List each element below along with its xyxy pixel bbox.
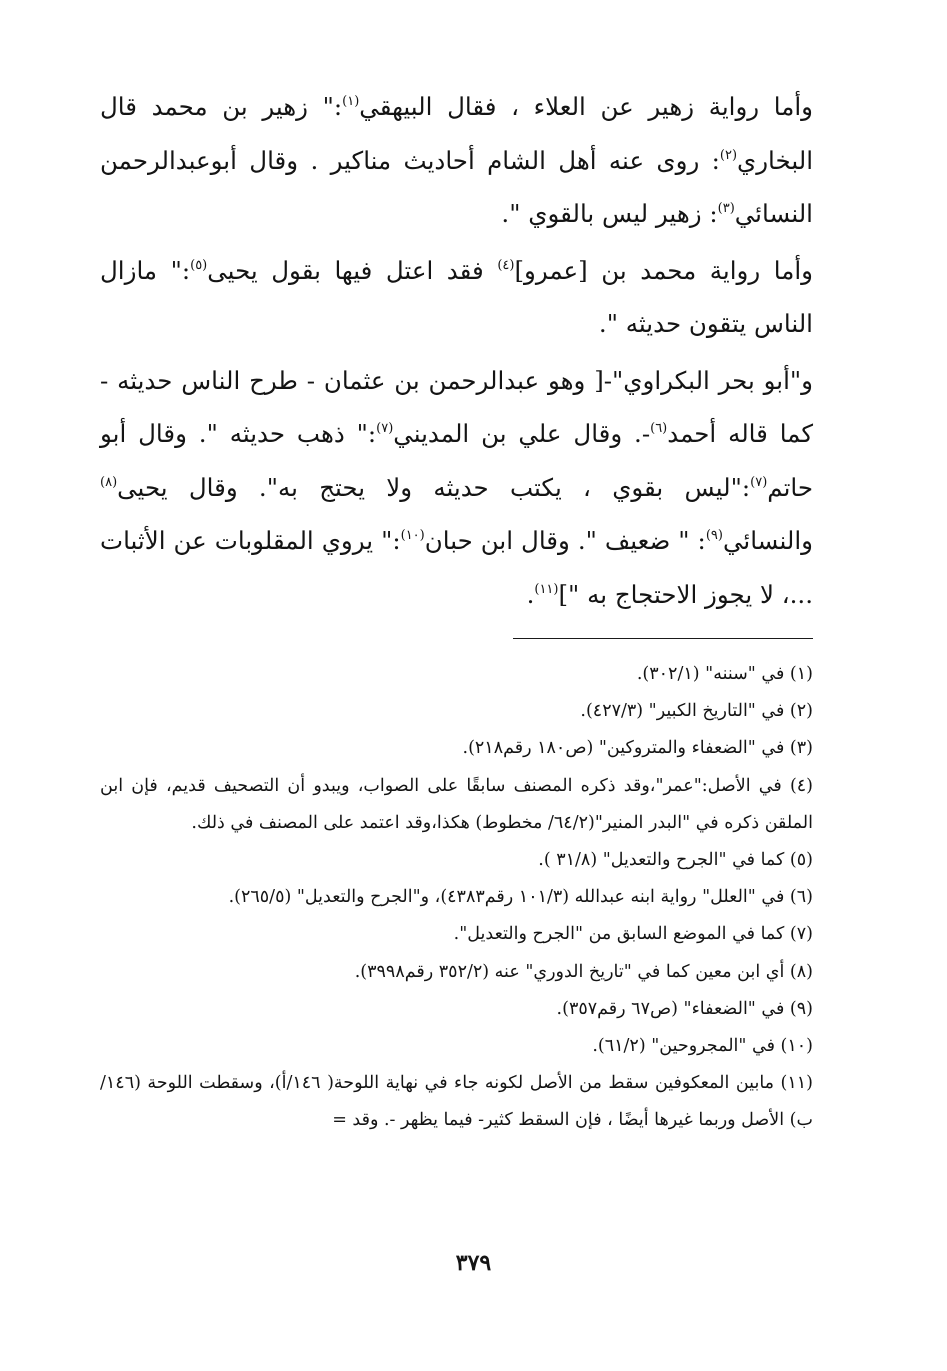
footnote-11: (١١) مابين المعكوفين سقط من الأصل لكونه جاء في نهاية اللوحة( ١٤٦/أ)، وسقطت اللوحة (١٤٦/ب) الأصل وربما غيرها أيضًا ، فإن السقط كثير- فيما يظهر -. وقد = [100, 1073, 813, 1131]
paragraph-text: -. وقال علي بن المديني [393, 419, 651, 448]
paragraph-muhammad-bin-amr [100, 244, 813, 351]
footnotes [100, 656, 813, 1140]
main-text [100, 80, 813, 621]
paragraph-text: والنسائي [722, 526, 814, 555]
footnote-ref: (٧) [376, 421, 394, 436]
paragraph-text: :" ذهب حديثه ". وقال أبو حاتم [100, 419, 813, 502]
footnote-10: (١٠) في "المجروحين" (٦١/٢). [592, 1036, 813, 1057]
footnote-7: (٧) كما في الموضع السابق من "الجرح والتعديل". [453, 924, 813, 945]
footnote-ref: (٤) [497, 257, 515, 273]
footnote-3: (٣) في "الضعفاء والمتروكين" (ص١٨٠ رقم٢١٨). [462, 738, 813, 759]
page-number: ٣٧٩ [455, 1250, 492, 1276]
footnote-ref: (٦) [650, 421, 668, 436]
footnote-5: (٥) كما في "الجرح والتعديل" (٣١/٨ ). [538, 850, 813, 871]
paragraph-text: و"أبو بحر البكراوي"-[ وهو عبدالرحمن بن عثمان - طرح الناس حديثه - كما قاله أحمد [100, 365, 813, 448]
footnote-ref: (٥) [190, 257, 208, 273]
paragraph-text: : روى عنه أهل الشام أحاديث مناكير . وقال أبوعبدالرحمن النسائي [100, 145, 813, 228]
paragraph-text: : " ضعيف ". وقال ابن حبان [424, 526, 706, 555]
footnote-ref: (٨) [100, 474, 118, 490]
paragraph-text: :" مازال الناس يتقون حديثه ". [100, 255, 813, 338]
footnote-ref: (٢) [719, 147, 738, 163]
paragraph-text: :" يروي المقلوبات عن الأثبات ...، لا يجوز الاحتجاج به "] [100, 526, 813, 609]
paragraph-text: وأما رواية محمد بن [عمرو] [514, 255, 814, 285]
footnote-8: (٨) أي ابن معين كما في "تاريخ الدوري" عنه (٣٥٢/٢ رقم٣٩٩٨). [354, 961, 813, 982]
footnote-ref: (١١) [534, 581, 559, 597]
footnote-separator [513, 638, 813, 639]
paragraph-abu-bahr [100, 354, 813, 622]
footnote-4: (٤) في الأصل:"عمر"،وقد ذكره المصنف سابقًا على الصواب، ويبدو أن التصحيف قديم، فإن ابن الملقن ذكره في "البدر المنير"(٦٤/٢/ مخطوط) هكذا،وقد اعتمد على المصنف في ذلك. [100, 775, 813, 833]
paragraph-text: فقد اعتل فيها بقول يحيى [207, 255, 498, 285]
footnote-ref: (٣) [717, 201, 735, 216]
paragraph-text: : زهير ليس بالقوي ". [501, 199, 718, 228]
footnote-6: (٦) في "العلل" رواية ابنه عبدالله (١٠١/٣ رقم٤٣٨٣)، و"الجرح والتعديل" (٢٦٥/٥). [228, 887, 813, 908]
footnote-ref: (١) [342, 94, 360, 109]
footnote-1: (١) في "سننه" (٣٠٢/١). [636, 664, 813, 684]
footnote-9: (٩) في "الضعفاء" (ص٦٧ رقم٣٥٧). [556, 998, 813, 1019]
footnote-2: (٢) في "التاريخ الكبير" (٤٢٧/٣). [580, 701, 813, 722]
paragraph-text: . [526, 579, 535, 609]
paragraph-text: وأما رواية زهير عن العلاء ، فقال البيهقي [359, 92, 813, 121]
footnote-ref: (٧) [750, 474, 768, 490]
footnote-ref: (٩) [705, 528, 723, 543]
footnote-ref: (١٠) [400, 528, 425, 543]
paragraph-text: :"ليس بقوي ، يكتب حديثه ولا يحتج به". وقال يحيى [117, 472, 751, 502]
paragraph-zuhair [100, 80, 813, 241]
paragraph-text: :" زهير بن محمد قال البخاري [100, 92, 813, 175]
